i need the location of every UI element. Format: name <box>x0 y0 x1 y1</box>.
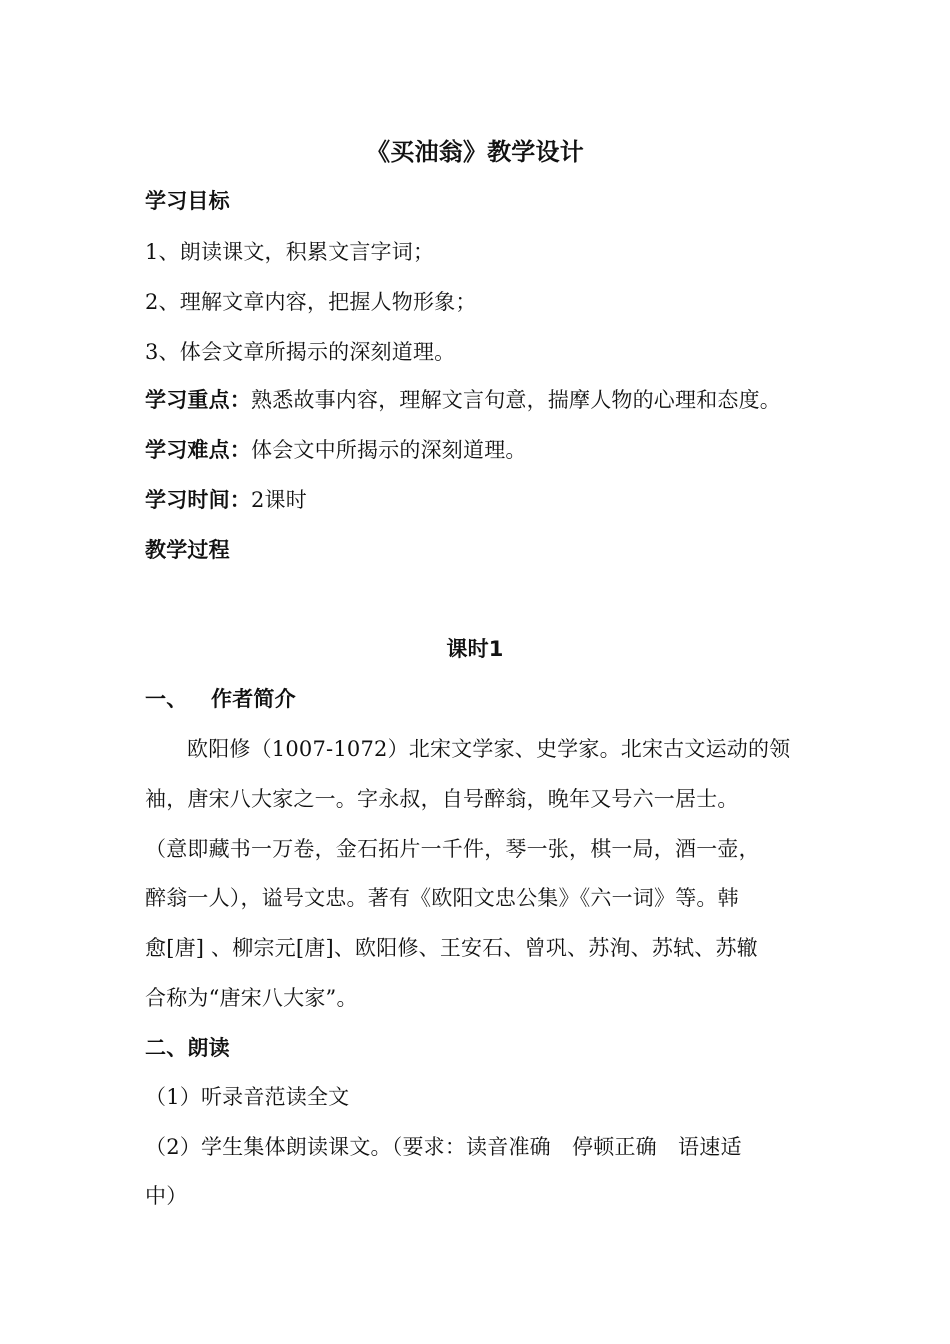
difficulty-text: 体会文中所揭示的深刻道理。 <box>251 438 527 462</box>
process-heading: 教学过程 <box>145 538 230 562</box>
time-paragraph <box>145 485 807 515</box>
focus-label: 学习重点： <box>145 388 251 412</box>
author-intro-line: （意即藏书一万卷，金石拓片一千件，琴一张，棋一局，酒一壶， <box>145 837 760 861</box>
section2-heading: 二、朗读 <box>145 1036 230 1060</box>
focus-paragraph <box>145 385 807 415</box>
lesson-title: 课时1 <box>446 637 504 661</box>
focus-text: 熟悉故事内容，理解文言句意，揣摩人物的心理和态度。 <box>251 388 781 412</box>
objective-item: 2、理解文章内容，把握人物形象； <box>145 290 477 314</box>
time-text: 2课时 <box>251 488 307 512</box>
author-intro-line: 合称为“唐宋八大家”。 <box>145 986 358 1010</box>
author-intro-line: 袖，唐宋八大家之一。字永叔，自号醉翁，晚年又号六一居士。 <box>145 787 739 811</box>
author-intro-line: 愈[唐] 、柳宗元[唐]、欧阳修、王安石、曾巩、苏洵、苏轼、苏辙 <box>145 936 758 960</box>
author-intro-line: 欧阳修（1007-1072）北宋文学家、史学家。北宋古文运动的领 <box>187 737 791 761</box>
reading-item: （2）学生集体朗读课文。（要求：读音准确 停顿正确 语速适 <box>145 1135 742 1159</box>
objective-item: 1、朗读课文，积累文言字词； <box>145 240 435 264</box>
time-label: 学习时间： <box>145 488 251 512</box>
difficulty-paragraph <box>145 435 807 465</box>
document-title: 《买油翁》教学设计 <box>366 138 584 166</box>
section1-number: 一、 <box>145 687 188 711</box>
objective-item: 3、体会文章所揭示的深刻道理。 <box>145 340 456 364</box>
difficulty-label: 学习难点： <box>145 438 251 462</box>
reading-item: 中） <box>145 1184 188 1208</box>
objectives-heading: 学习目标 <box>145 189 230 213</box>
section1-heading <box>145 684 807 714</box>
author-intro-line: 醉翁一人），谥号文忠。著有《欧阳文忠公集》《六一词》等。韩 <box>145 886 739 910</box>
reading-item: （1）听录音范读全文 <box>145 1085 350 1109</box>
section1-title: 作者简介 <box>211 687 296 711</box>
